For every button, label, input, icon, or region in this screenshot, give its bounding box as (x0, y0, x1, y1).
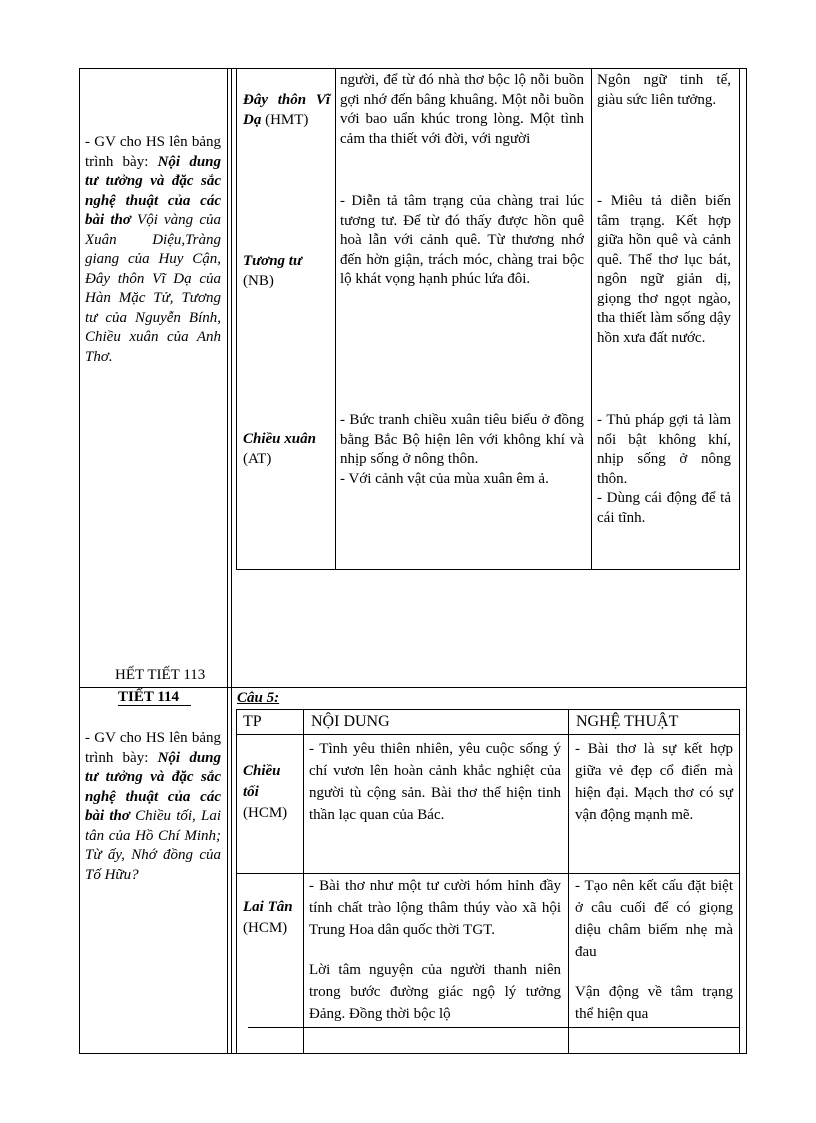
section1-left-note (85, 133, 221, 367)
tiet-114-heading: TIẾT 114 (118, 689, 180, 705)
row-lai-tan-content: - Bài thơ như một tư cười hóm hỉnh đầy tính chất trào lộng thâm thúy vào xã hội Trung Hoa dân quốc thời TGT. Lời tâm nguyện của người thanh niên trong bước đường giác ngộ lý tưởng Đảng. Đồng thời bộc lộ (309, 878, 561, 1022)
outer-left-border (79, 68, 80, 1054)
section-divider (79, 687, 747, 688)
row-vi-da-title: Đây thôn Vĩ Dạ (HMT) (243, 92, 330, 128)
table2-header-bottom (236, 734, 740, 735)
table1-left-border (236, 68, 237, 570)
table1-right-border (739, 68, 740, 570)
table1-bottom-border (236, 569, 740, 570)
table1-col-line-1 (335, 68, 336, 570)
row-chieu-xuan-title: Chiều xuân (AT) (243, 431, 316, 467)
table2-stray-line (248, 1027, 740, 1028)
row-chieu-xuan-art: - Thủ pháp gợi tả làm nổi bật không khí, nhịp sống ở nông thôn. - Dùng cái động để tả cái tĩnh. (597, 412, 731, 526)
section1-bold-text: Nội dung tư tưởng và đặc sắc nghệ thuật của các bài thơ (85, 153, 221, 228)
column-divider-2 (231, 68, 232, 1054)
outer-bottom-border (79, 1053, 747, 1054)
row-vi-da-content: người, để từ đó nhà thơ bộc lộ nỗi buồn gợi nhớ đến bâng khuâng. Một nỗi buồn với bao uẩn khúc trong lòng. Một tình cảm tha thiết với đời, với người (340, 72, 584, 147)
row-lai-tan-art: - Tạo nên kết cấu đặt biệt ở câu cuối để có giọng diệu châm biếm nhẹ mà đau Vận động về tâm trạng thể hiện qua (575, 878, 733, 1022)
table2-right-border (739, 709, 740, 1054)
row-tuong-tu-title: Tương tư (NB) (243, 253, 302, 289)
row-lai-tan-title: Lai Tân (HCM) (243, 899, 293, 936)
column-divider-1 (227, 68, 228, 1054)
row-tuong-tu-content: - Diễn tả tâm trạng của chàng trai lúc tương tư. Để từ đó thấy được hồn quê hoà lẫn với cảnh quê. Từ thương nhớ đến hờn giận, trách móc, chàng trai bộc lộ khát vọng hạnh phúc lứa đôi. (340, 193, 584, 287)
outer-right-border (746, 68, 747, 1054)
row-chieu-toi-art: - Bài thơ là sự kết hợp giữa vẻ đẹp cổ điển mà hiện đại. Mạch thơ có sự vận động mạnh mẽ. (575, 741, 733, 823)
row-chieu-xuan-content: - Bức tranh chiều xuân tiêu biểu ở đồng bằng Bắc Bộ hiện lên với không khí và nhịp sống ở nông thôn. - Với cảnh vật của mùa xuân êm ả. (340, 412, 584, 487)
section2-left-note (85, 729, 221, 885)
table2-col-line-2 (568, 709, 569, 1054)
section2-intro: - GV cho HS lên bảng trình bày: (85, 730, 221, 766)
table2-top-border (236, 709, 740, 710)
section1-intro: - GV cho HS lên bảng trình bày: (85, 134, 221, 170)
row-chieu-toi-title: Chiều tối (HCM) (243, 763, 288, 821)
table1-col-line-2 (591, 68, 592, 570)
header-content: NỘI DUNG (311, 713, 390, 730)
header-art: NGHỆ THUẬT (576, 713, 679, 730)
section2-works: Chiều tối, Lai tân của Hồ Chí Minh; Từ ấy, Nhớ đồng của Tố Hữu? (85, 808, 221, 883)
section2-bold-text: Nội dung tư tưởng và đặc sắc nghệ thuật của các bài thơ (85, 749, 221, 824)
table2-col-line-1 (303, 709, 304, 1054)
table2-left-border (236, 709, 237, 1054)
end-lesson-label: HẾT TIẾT 113 (115, 667, 206, 683)
outer-top-border (79, 68, 747, 69)
row-tuong-tu-art: - Miêu tả diễn biến tâm trạng. Kết hợp giữa hồn quê và cảnh quê. Thể thơ lục bát, ngôn ngữ giản dị, giọng thơ ngọt ngào, tha thiết làm sống dậy hồn xưa đất nước. (597, 193, 731, 346)
row-chieu-toi-content: - Tình yêu thiên nhiên, yêu cuộc sống ý chí vươn lên hoàn cảnh khắc nghiệt của người tù cộng sản. Bài thơ thể hiện tinh thần lạc quan của Bác. (309, 741, 561, 823)
header-tp: TP (243, 713, 262, 730)
table2-row-divider (236, 873, 740, 874)
question-label: Câu 5: (237, 690, 280, 706)
row-vi-da-art: Ngôn ngữ tinh tế, giàu sức liên tưởng. (597, 72, 731, 108)
section1-works: Vội vàng của Xuân Diệu,Tràng giang của Huy Cận, Đây thôn Vĩ Dạ của Hàn Mặc Tử, Tương tư của Nguyễn Bính, Chiều xuân của Anh Thơ. (85, 212, 221, 365)
